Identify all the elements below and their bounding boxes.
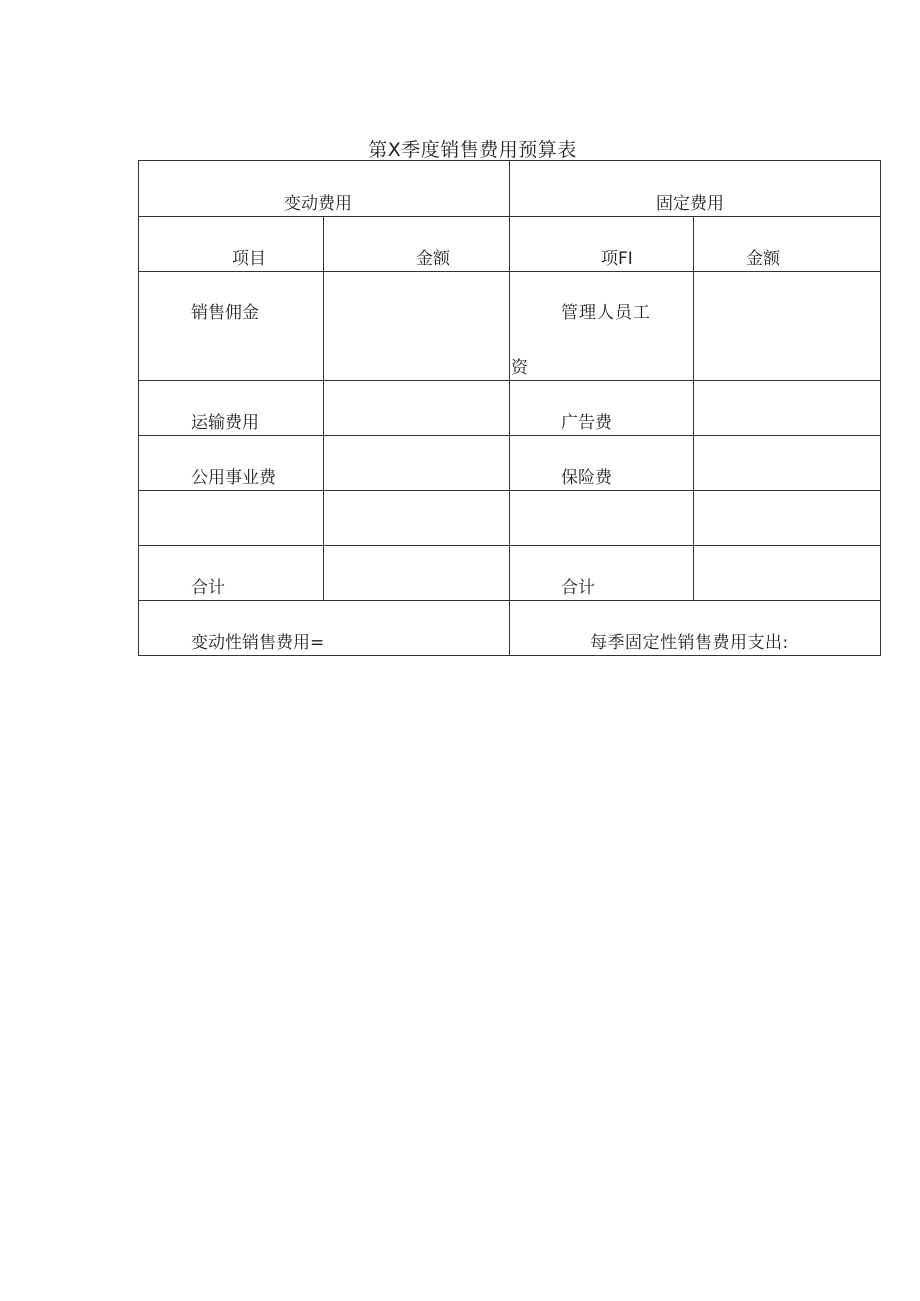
fixed-item-cell — [510, 272, 694, 381]
fixed-amount-header-cell — [694, 217, 881, 272]
fixed-costs-header-cell — [510, 161, 881, 217]
fixed-item-cell — [510, 381, 694, 436]
fixed-total-label-cell — [510, 546, 694, 601]
fixed-item-label: 保险费 — [561, 468, 612, 488]
fixed-amount-cell[interactable] — [694, 272, 881, 381]
variable-amount-cell[interactable] — [324, 381, 510, 436]
variable-item-cell — [139, 381, 324, 436]
fixed-amount-column-header: 金额 — [746, 249, 780, 269]
variable-amount-cell[interactable] — [324, 272, 510, 381]
fixed-item-label: 广告费 — [561, 413, 612, 433]
variable-item-column-header: 项目 — [232, 249, 266, 269]
variable-amount-column-header: 金额 — [416, 249, 450, 269]
variable-item-label: 运输费用 — [191, 413, 259, 433]
budget-table — [138, 160, 881, 656]
fixed-item-label-wrap: 资 — [511, 358, 528, 378]
column-header-row — [139, 217, 881, 272]
fixed-total-amount-cell[interactable] — [694, 546, 881, 601]
fixed-summary-label: 每季固定性销售费用支出: — [590, 633, 789, 653]
total-row — [139, 546, 881, 601]
variable-item-header-cell — [139, 217, 324, 272]
variable-amount-header-cell — [324, 217, 510, 272]
fixed-amount-cell[interactable] — [694, 381, 881, 436]
variable-summary-label: 变动性销售费用= — [191, 633, 325, 653]
table-row — [139, 272, 881, 381]
document-title: 第X季度销售费用预算表 — [368, 139, 577, 161]
table-row — [139, 381, 881, 436]
fixed-item-label: 管理人员工 — [561, 303, 651, 323]
fixed-item-cell[interactable] — [510, 491, 694, 546]
variable-amount-cell[interactable] — [324, 491, 510, 546]
variable-costs-header-cell — [139, 161, 510, 217]
variable-costs-heading: 变动费用 — [284, 194, 352, 214]
variable-item-label: 公用事业费 — [191, 468, 276, 488]
fixed-amount-cell[interactable] — [694, 436, 881, 491]
fixed-amount-cell[interactable] — [694, 491, 881, 546]
table-row — [139, 436, 881, 491]
fixed-summary-cell — [510, 601, 881, 656]
fixed-total-label: 合计 — [561, 578, 595, 598]
variable-total-label-cell — [139, 546, 324, 601]
variable-total-amount-cell[interactable] — [324, 546, 510, 601]
variable-item-cell[interactable] — [139, 491, 324, 546]
table-row — [139, 491, 881, 546]
variable-item-cell — [139, 436, 324, 491]
variable-amount-cell[interactable] — [324, 436, 510, 491]
section-header-row — [139, 161, 881, 217]
summary-row — [139, 601, 881, 656]
variable-item-cell — [139, 272, 324, 381]
variable-total-label: 合计 — [191, 578, 225, 598]
fixed-item-cell — [510, 436, 694, 491]
variable-summary-cell — [139, 601, 510, 656]
fixed-costs-heading: 固定费用 — [656, 194, 724, 214]
fixed-item-column-header: 项FI — [601, 249, 633, 269]
variable-item-label: 销售佣金 — [191, 303, 259, 323]
fixed-item-header-cell — [510, 217, 694, 272]
